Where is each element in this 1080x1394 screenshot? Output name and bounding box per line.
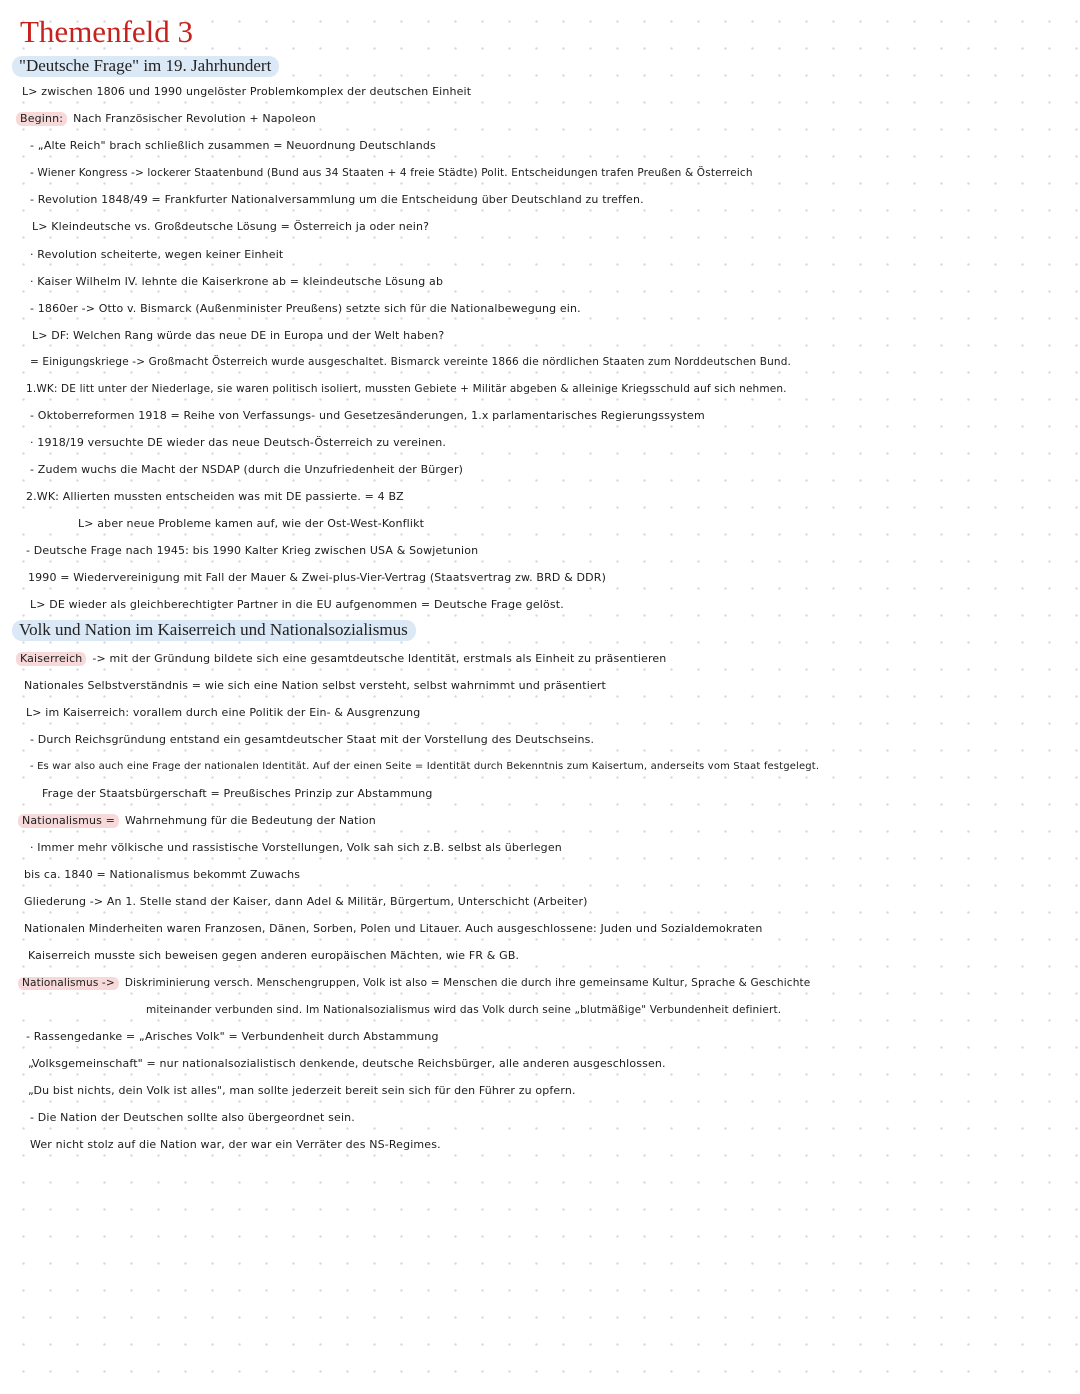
note-line: · Immer mehr völkische und rassistische Vorstellungen, Volk sah sich z.B. selbst als überlegen bbox=[30, 841, 562, 854]
section-heading-deutsche-frage: "Deutsche Frage" im 19. Jahrhundert bbox=[12, 56, 279, 77]
note-line-nationalismus-2 bbox=[18, 976, 810, 990]
note-line: = Einigungskriege -> Großmacht Österreich wurde ausgeschaltet. Bismarck vereinte 1866 die nördlichen Staaten zum Norddeutschen Bund. bbox=[30, 356, 792, 368]
section-heading-volk-und-nation: Volk und Nation im Kaiserreich und Nationalsozialismus bbox=[12, 620, 416, 641]
note-line: Nationales Selbstverständnis = wie sich eine Nation selbst versteht, selbst wahrnimmt und präsentiert bbox=[24, 679, 606, 692]
note-line: L> DE wieder als gleichberechtigter Partner in die EU aufgenommen = Deutsche Frage gelöst. bbox=[30, 598, 564, 611]
note-line: Frage der Staatsbürgerschaft = Preußisches Prinzip zur Abstammung bbox=[42, 787, 433, 800]
note-line: - Rassengedanke = „Arisches Volk" = Verbundenheit durch Abstammung bbox=[26, 1030, 439, 1043]
note-line-beginn bbox=[16, 112, 316, 126]
note-line: - Es war also auch eine Frage der nationalen Identität. Auf der einen Seite = Identität durch Bekenntnis zum Kaisertum, anderseits vom Staat festgelegt. bbox=[30, 761, 820, 772]
note-line: 2.WK: Allierten mussten entscheiden was mit DE passierte. = 4 BZ bbox=[26, 490, 404, 503]
note-line: · 1918/19 versuchte DE wieder das neue Deutsch-Österreich zu vereinen. bbox=[30, 436, 447, 449]
kaiserreich-text: -> mit der Gründung bildete sich eine gesamtdeutsche Identität, erstmals als Einheit zu präsentieren bbox=[92, 652, 667, 665]
note-line: Gliederung -> An 1. Stelle stand der Kaiser, dann Adel & Militär, Bürgertum, Unterschicht (Arbeiter) bbox=[24, 895, 588, 908]
beginn-text: Nach Französischer Revolution + Napoleon bbox=[73, 112, 316, 125]
note-line: L> Kleindeutsche vs. Großdeutsche Lösung = Österreich ja oder nein? bbox=[32, 220, 430, 233]
note-line: Wer nicht stolz auf die Nation war, der war ein Verräter des NS-Regimes. bbox=[30, 1138, 441, 1151]
note-line: Kaiserreich musste sich beweisen gegen anderen europäischen Mächten, wie FR & GB. bbox=[28, 949, 520, 962]
note-line: · Revolution scheiterte, wegen keiner Einheit bbox=[30, 248, 284, 261]
beginn-tag: Beginn: bbox=[16, 112, 67, 126]
note-line: L> aber neue Probleme kamen auf, wie der Ost-West-Konflikt bbox=[78, 517, 425, 530]
note-line: miteinander verbunden sind. Im Nationalsozialismus wird das Volk durch seine „blutmäßige" Verbundenheit definiert. bbox=[146, 1004, 782, 1016]
note-line: L> im Kaiserreich: vorallem durch eine Politik der Ein- & Ausgrenzung bbox=[26, 706, 421, 719]
page-title: Themenfeld 3 bbox=[20, 14, 194, 49]
note-line: - Die Nation der Deutschen sollte also übergeordnet sein. bbox=[30, 1111, 355, 1124]
note-line: · Kaiser Wilhelm IV. lehnte die Kaiserkrone ab = kleindeutsche Lösung ab bbox=[30, 275, 444, 288]
nationalismus-arrow-text: Diskriminierung versch. Menschengruppen, Volk ist also = Menschen die durch ihre gemeinsame Kultur, Sprache & Geschichte bbox=[124, 977, 811, 989]
note-line-kaiserreich bbox=[16, 652, 666, 666]
note-line: L> DF: Welchen Rang würde das neue DE in Europa und der Welt haben? bbox=[32, 329, 445, 342]
note-line: bis ca. 1840 = Nationalismus bekommt Zuwachs bbox=[24, 868, 301, 881]
note-line: - Revolution 1848/49 = Frankfurter Nationalversammlung um die Entscheidung über Deutschland zu treffen. bbox=[30, 193, 644, 206]
note-line: - Zudem wuchs die Macht der NSDAP (durch die Unzufriedenheit der Bürger) bbox=[30, 463, 464, 476]
note-line: Nationalen Minderheiten waren Franzosen, Dänen, Sorben, Polen und Litauer. Auch ausgeschlossene: Juden und Sozialdemokraten bbox=[24, 922, 763, 935]
nationalismus-text: Wahrnehmung für die Bedeutung der Nation bbox=[125, 814, 376, 827]
note-line: - Deutsche Frage nach 1945: bis 1990 Kalter Krieg zwischen USA & Sowjetunion bbox=[26, 544, 479, 557]
note-line: 1.WK: DE litt unter der Niederlage, sie waren politisch isoliert, mussten Gebiete + Militär abgeben & alleinige Kriegsschuld auf sich nehmen. bbox=[26, 383, 787, 395]
note-line: L> zwischen 1806 und 1990 ungelöster Problemkomplex der deutschen Einheit bbox=[22, 85, 472, 98]
note-line: - Durch Reichsgründung entstand ein gesamtdeutscher Staat mit der Vorstellung des Deutschseins. bbox=[30, 733, 595, 746]
nationalismus-arrow-tag: Nationalismus -> bbox=[18, 977, 119, 990]
note-line: 1990 = Wiedervereinigung mit Fall der Mauer & Zwei-plus-Vier-Vertrag (Staatsvertrag zw. BRD & DDR) bbox=[28, 571, 607, 584]
note-line-nationalismus bbox=[18, 814, 376, 828]
note-line: - „Alte Reich" brach schließlich zusammen = Neuordnung Deutschlands bbox=[30, 139, 436, 152]
note-line: - Wiener Kongress -> lockerer Staatenbund (Bund aus 34 Staaten + 4 freie Städte) Polit. Entscheidungen trafen Preußen & Österreich bbox=[30, 167, 753, 179]
note-line: - 1860er -> Otto v. Bismarck (Außenminister Preußens) setzte sich für die Nationalbewegung ein. bbox=[30, 302, 581, 315]
note-line: - Oktoberreformen 1918 = Reihe von Verfassungs- und Gesetzesänderungen, 1.x parlamentarisches Regierungssystem bbox=[30, 409, 705, 422]
note-line: „Volksgemeinschaft" = nur nationalsozialistisch denkende, deutsche Reichsbürger, alle anderen ausgeschlossen. bbox=[28, 1057, 666, 1070]
kaiserreich-tag: Kaiserreich bbox=[16, 652, 86, 666]
note-line: „Du bist nichts, dein Volk ist alles", man sollte jederzeit bereit sein sich für den Führer zu opfern. bbox=[28, 1084, 576, 1097]
nationalismus-tag: Nationalismus = bbox=[18, 814, 119, 828]
